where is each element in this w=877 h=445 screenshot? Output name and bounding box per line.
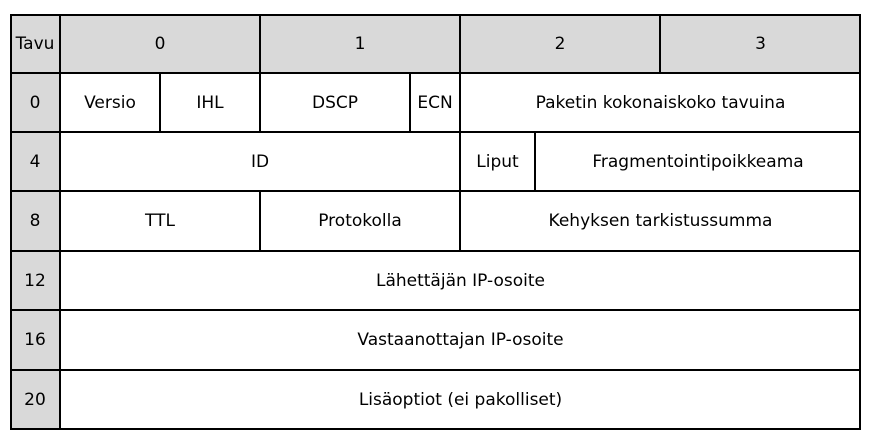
header-byte-3: 3 — [660, 14, 861, 73]
header-byte-0: 0 — [60, 14, 260, 73]
grid-line-v — [259, 73, 261, 132]
grid-line-v — [259, 14, 261, 73]
field-source-address: Lähettäjän IP-osoite — [60, 251, 861, 310]
field-header-checksum: Kehyksen tarkistussumma — [460, 191, 861, 251]
grid-line-h — [10, 190, 861, 192]
field-flags: Liput — [460, 132, 535, 191]
field-ttl: TTL — [60, 191, 260, 251]
grid-line-left — [10, 14, 12, 430]
grid-line-v — [409, 73, 411, 132]
grid-line-v — [459, 14, 461, 73]
row-offset-0: 0 — [10, 73, 60, 132]
field-fragment-offset: Fragmentointipoikkeama — [535, 132, 861, 191]
grid-line-right — [859, 14, 861, 430]
field-options: Lisäoptiot (ei pakolliset) — [60, 370, 861, 430]
field-protocol: Protokolla — [260, 191, 460, 251]
grid-line-h — [10, 369, 861, 371]
row-offset-8: 8 — [10, 191, 60, 251]
grid-line-v — [659, 14, 661, 73]
ipv4-header-diagram — [10, 14, 861, 430]
field-destination-address: Vastaanottajan IP-osoite — [60, 310, 861, 370]
field-id: ID — [60, 132, 460, 191]
grid-line-v — [459, 191, 461, 251]
grid-line-h — [10, 72, 861, 74]
field-total-length: Paketin kokonaiskoko tavuina — [460, 73, 861, 132]
grid-line-v — [459, 73, 461, 132]
grid-line-v — [459, 132, 461, 191]
row-offset-12: 12 — [10, 251, 60, 310]
grid-line-offset-column — [59, 14, 61, 430]
header-corner-cell: Tavu — [10, 14, 60, 73]
grid-line-bottom — [10, 428, 861, 430]
field-dscp: DSCP — [260, 73, 410, 132]
header-byte-1: 1 — [260, 14, 460, 73]
field-ecn: ECN — [410, 73, 460, 132]
field-ihl: IHL — [160, 73, 260, 132]
grid-line-v — [534, 132, 536, 191]
grid-line-h — [10, 250, 861, 252]
row-offset-4: 4 — [10, 132, 60, 191]
grid-line-v — [159, 73, 161, 132]
row-offset-20: 20 — [10, 370, 60, 430]
grid-line-h — [10, 309, 861, 311]
row-offset-16: 16 — [10, 310, 60, 370]
grid-line-top — [10, 14, 861, 16]
field-version: Versio — [60, 73, 160, 132]
header-byte-2: 2 — [460, 14, 660, 73]
grid-line-h — [10, 131, 861, 133]
grid-line-v — [259, 191, 261, 251]
